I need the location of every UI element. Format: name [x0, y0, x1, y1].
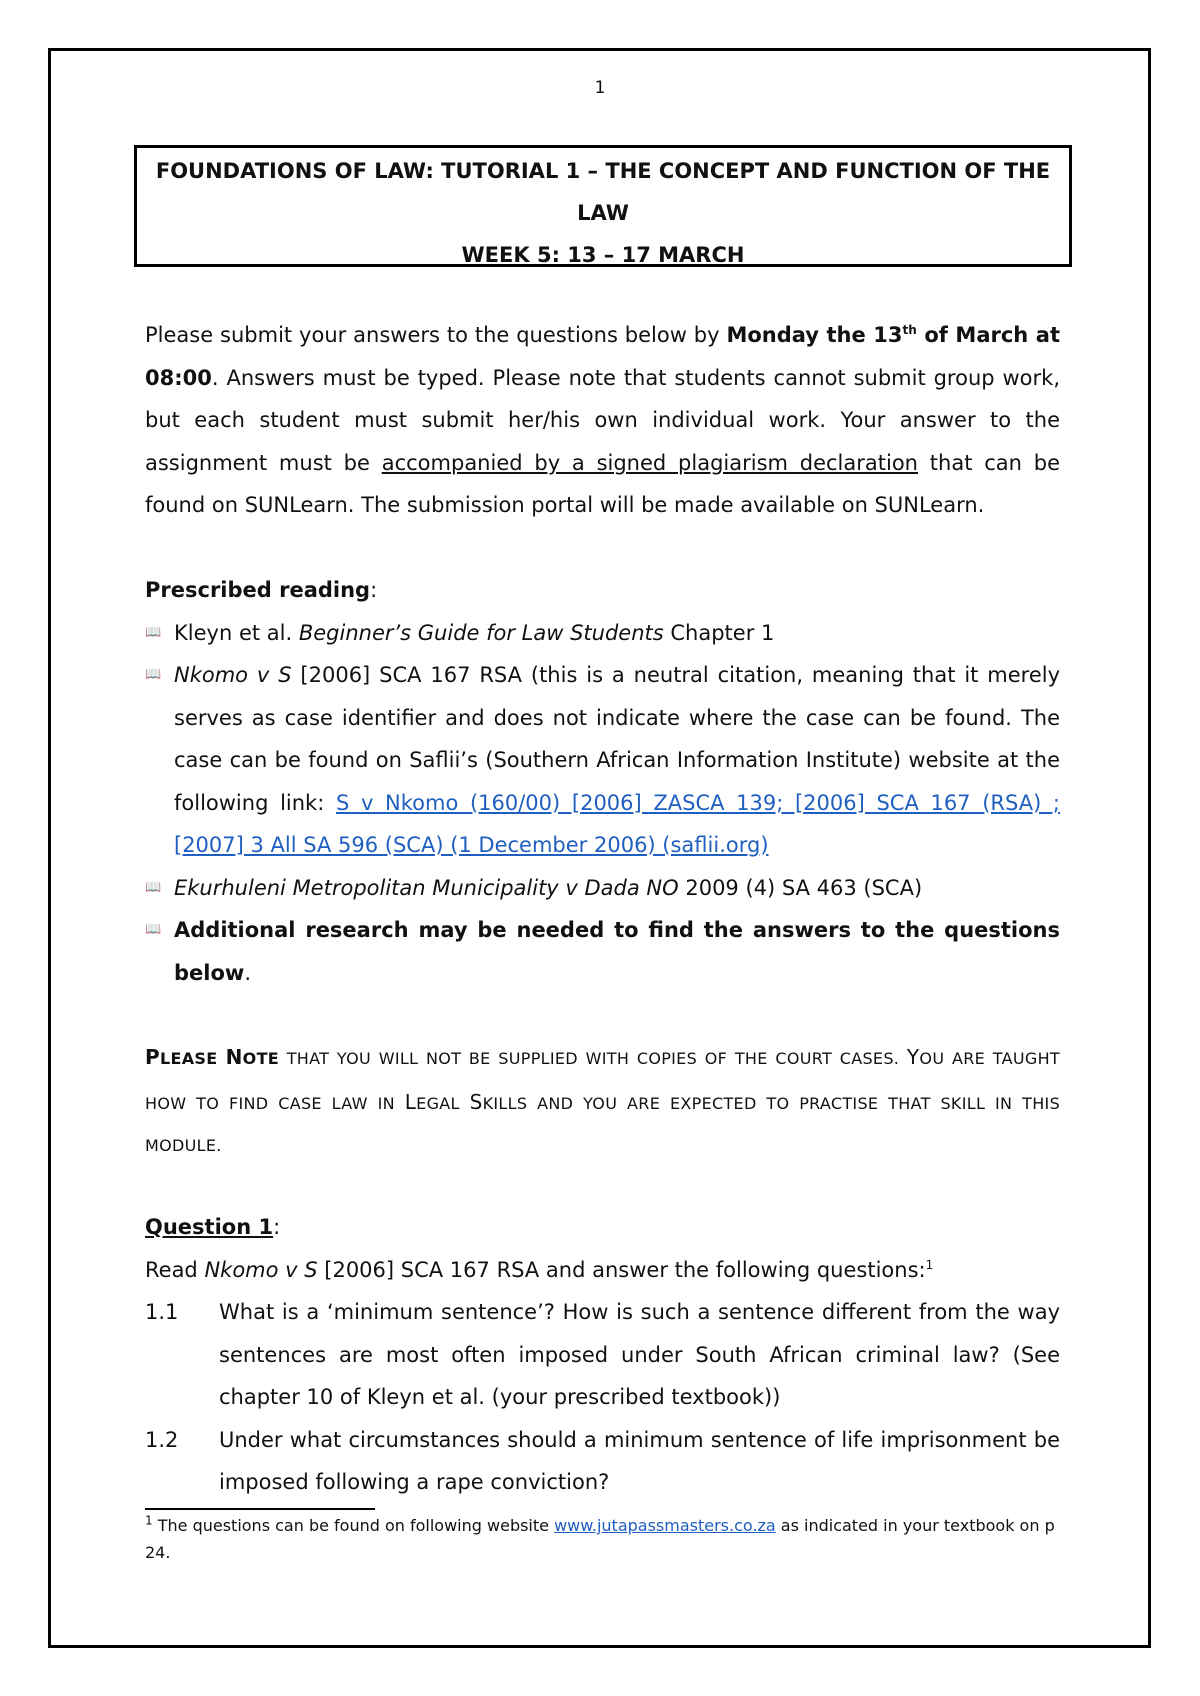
book-icon: 📖: [145, 879, 162, 895]
question-1-2: 1.2 Under what circumstances should a minimum sentence of life imprisonment be imposed following a rape conviction?: [145, 1427, 1060, 1494]
reading-list: [145, 612, 1060, 995]
deadline: Monday the 13th of March at 08:00: [145, 323, 1061, 390]
title-line-2: LAW: [577, 201, 629, 225]
reading-item-1: 📖 Kleyn et al. Beginner’s Guide for Law Students Chapter 1: [145, 612, 1060, 655]
title-line-1: FOUNDATIONS OF LAW: TUTORIAL 1 – THE CONCEPT AND FUNCTION OF THE: [155, 159, 1051, 183]
footnote-divider: [145, 1508, 375, 1510]
question-1-section: [145, 1206, 1060, 1504]
page-number: 1: [594, 78, 606, 98]
plagiarism-requirement: accompanied by a signed plagiarism declaration: [381, 450, 918, 475]
reading-item-4: 📖 Additional research may be needed to find the answers to the questions below.: [145, 909, 1060, 994]
reading-item-3: 📖 Ekurhuleni Metropolitan Municipality v Dada NO 2009 (4) SA 463 (SCA): [145, 867, 1060, 910]
book-icon: 📖: [145, 922, 162, 937]
book-icon: 📖: [145, 624, 162, 640]
reading-item-2: 📖 Nkomo v S [2006] SCA 167 RSA (this is a neutral citation, meaning that it merely serves as case identifier and does not indicate where the case can be found. The case can be found on Saflii’s (Southern African Information Institute) website at the following link: S v Nkomo (160/00) [2006] ZASCA 139; [2006] SCA 167 (RSA) ; [2007] 3 All SA 596 (SCA) (1 December 2006) (saflii.org): [145, 654, 1060, 867]
question-1-1: 1.1 What is a ‘minimum sentence’? How is such a sentence different from the way sentences are most often imposed under South African criminal law? (See chapter 10 of Kleyn et al. (your prescribed textbook)): [145, 1300, 1060, 1409]
title-box: [134, 145, 1072, 267]
question-1-intro: Read Nkomo v S [2006] SCA 167 RSA and answer the following questions:$^1$: [145, 1257, 934, 1282]
prescribed-reading-section: [145, 569, 1060, 994]
intro-paragraph: Please submit your answers to the questions below by Monday the 13th of March at 08:00. Answers must be typed. Please note that students cannot submit group work, but each student must submit her/his own individual work. Your answer to the assignment must be accompanied by a signed plagiarism declaration that can be found on SUNLearn. The submission portal will be made available on SUNLearn.: [145, 323, 1061, 517]
book-icon: 📖: [145, 667, 162, 682]
please-note-paragraph: PLEASE NOTE THAT YOU WILL NOT BE SUPPLIED WITH COPIES OF THE COURT CASES. YOU ARE TAUGHT HOW TO FIND CASE LAW IN LEGAL SKILLS AND YOU ARE EXPECTED TO PRACTISE THAT SKILL IN THIS MODULE.: [145, 1045, 1061, 1155]
footnote: $^1$ The questions can be found on following website www.jutapassmasters.co.za as indicated in your textbook on p 24.: [145, 1513, 1055, 1562]
question-1-heading: Question 1:: [145, 1215, 281, 1239]
footnote-ref[interactable]: 1: [925, 1257, 934, 1272]
saflii-case-link[interactable]: S v Nkomo (160/00) [2006] ZASCA 139; [2006] SCA 167 (RSA) ; [2007] 3 All SA 596 (SCA) (1 December 2006) (saflii.org): [174, 790, 1060, 857]
jutapassmasters-link[interactable]: www.jutapassmasters.co.za: [554, 1516, 776, 1535]
prescribed-reading-heading: Prescribed reading:: [145, 578, 378, 602]
title-line-3: WEEK 5: 13 – 17 MARCH: [461, 243, 745, 267]
